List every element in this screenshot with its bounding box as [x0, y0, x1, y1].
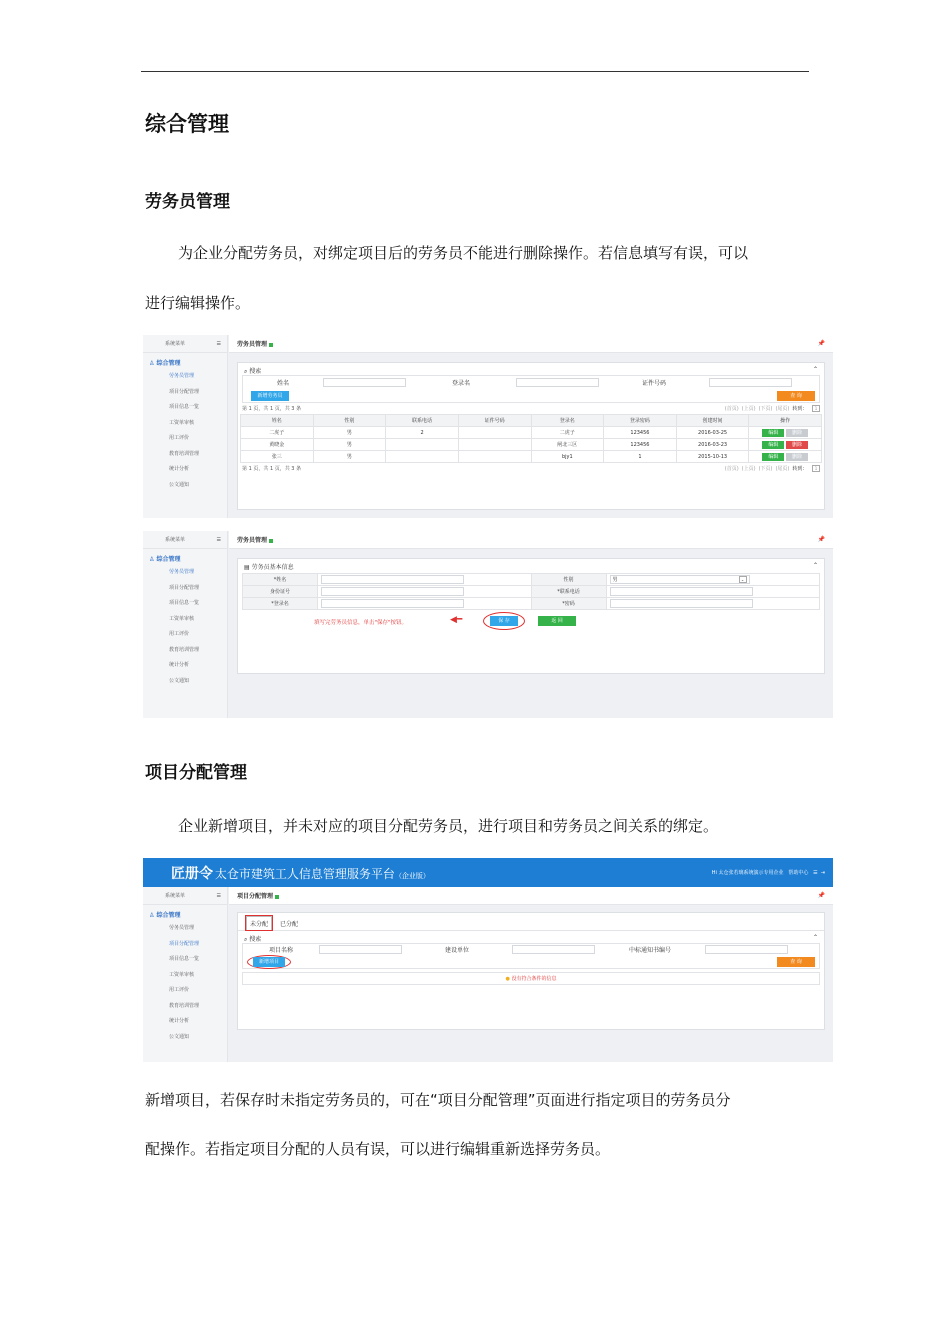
query-button[interactable]: 查 询	[777, 391, 815, 401]
back-button[interactable]: 返 回	[538, 616, 576, 626]
sidebar-item-training[interactable]: 教育培训管理	[169, 1002, 200, 1009]
logout-icon[interactable]: ⇥	[820, 870, 825, 876]
chapter-heading: 综合管理	[145, 112, 229, 136]
page-select-bottom[interactable]: 1	[812, 465, 820, 472]
sidebar-item-stats[interactable]: 统计分析	[169, 466, 190, 472]
page-title: 项目分配管理	[237, 891, 279, 900]
sex-select[interactable]: 男 ⌄	[610, 575, 750, 584]
sidebar-item-labor[interactable]: 劳务员管理	[169, 373, 195, 379]
search-label: ⌕ 搜索	[244, 936, 262, 943]
next-page-link[interactable]: (下页)	[758, 406, 773, 412]
sidebar-item-notices[interactable]: 公文通知	[169, 481, 190, 488]
sidebar-group[interactable]: ♙ 综合管理	[149, 912, 181, 919]
sidebar-item-labor[interactable]: 劳务员管理	[169, 925, 195, 931]
section2-para2-line1: 新增项目，若保存时未指定劳务员的，可在“项目分配管理”页面进行指定项目的劳务员分	[145, 1091, 731, 1109]
screenshot-project-assign	[143, 858, 833, 1062]
sidebar-item-project-info[interactable]: 项目信息一览	[169, 600, 200, 606]
section2-para: 企业新增项目，并未对应的项目分配劳务员，进行项目和劳务员之间关系的绑定。	[178, 817, 719, 835]
section1-para-line1: 为企业分配劳务员，对绑定项目后的劳务员不能进行删除操作。若信息填写有误，可以	[178, 244, 749, 262]
label-project: 项目名称	[268, 947, 293, 954]
sidebar-item-training[interactable]: 教育培训管理	[169, 450, 200, 457]
label-notice: 中标通知书编号	[628, 947, 671, 954]
screenshot-labor-form	[143, 531, 833, 718]
idno-input[interactable]	[709, 378, 792, 387]
edit-button[interactable]: 编辑	[762, 441, 784, 449]
sidebar-item-notices[interactable]: 公文通知	[169, 677, 190, 684]
label-builder: 建设单位	[444, 947, 469, 954]
phone-input[interactable]	[610, 587, 753, 596]
page-info-bottom: 第 1 页，共 1 页，共 3 条	[242, 466, 302, 472]
sidebar	[143, 335, 228, 518]
page-title: 劳务员管理	[237, 339, 273, 348]
header-rule	[141, 71, 809, 72]
notice-input[interactable]	[705, 945, 788, 954]
table-row: 黄晓金 男 闸北三区 123456 2016-03-23 编辑 删除	[241, 439, 822, 451]
prev-page-link[interactable]: (上页)	[741, 406, 756, 412]
menu-toggle-icon[interactable]: ☰	[216, 892, 221, 899]
label-idno: 证件号码	[641, 380, 666, 387]
section1-para-line2: 进行编辑操作。	[145, 294, 251, 312]
sidebar-item-labor[interactable]: 劳务员管理	[169, 569, 195, 575]
label-name: *姓名	[243, 574, 318, 586]
label-name: 姓名	[276, 380, 289, 387]
password-input[interactable]	[610, 599, 753, 608]
form-title: ▤ 劳务员基本信息	[244, 564, 294, 571]
section-title-labor: 劳务员管理	[145, 192, 230, 212]
screenshot-labor-list: 系统菜单 ☰ ♙ 综合管理 劳务员管理 项目分配管理 项目信息一览 工资单审核 用工评价 教育培训管理 统计分析 公文通知 劳务员管理 📌 ⌕ 搜索 ⌃ 姓名 登录名 证件号码 新增劳务员 查 询 第 1 页，共 1 页，共 3 条 (首页) (上页) (下页) (尾页) 转到： 1 姓名 性别 联系电话 证件号码 登录名 登录密码 创建时间 操作 二虎子 男 2 二虎子 123456 2016-03-25 编辑 删除 黄晓金 男 闸北三区 123456 2016-03-23 编辑 删除 张三 男 bjy1 1 2015-10-13 编辑 删除 第 1 页，共 1 页，共 3 条 (首页) (上页) (下页) (尾页) 转到： 1	[143, 335, 833, 518]
user-icon: ♙	[149, 912, 157, 919]
page-title: 劳务员管理	[237, 535, 273, 544]
query-button[interactable]: 查 询	[777, 957, 815, 967]
sidebar-item-evaluation[interactable]: 用工评价	[169, 435, 190, 441]
collapse-icon[interactable]: ⌃	[812, 366, 818, 373]
sidebar: 系统菜单 ☰ ♙ 综合管理 劳务员管理 项目分配管理 项目信息一览 工资单审核 用工评价 教育培训管理 统计分析 公文通知	[143, 887, 228, 1062]
page-select[interactable]: 1	[812, 405, 820, 412]
clipboard-icon: ▤	[244, 564, 252, 571]
label-sex: 性别	[531, 574, 606, 586]
sidebar-item-notices[interactable]: 公文通知	[169, 1033, 190, 1040]
last-page-link[interactable]: (尾页)	[775, 406, 790, 412]
sidebar-item-payroll[interactable]: 工资单审核	[169, 971, 195, 978]
idcard-input[interactable]	[321, 587, 464, 596]
menu-toggle-icon[interactable]: ☰	[216, 340, 221, 347]
delete-button[interactable]: 删除	[786, 453, 808, 461]
arrow-icon: ◀━	[450, 615, 463, 625]
labor-table: 姓名 性别 联系电话 证件号码 登录名 登录密码 创建时间 操作 二虎子 男 2 二虎子 123456 2016-03-25 编辑 删除 黄晓金 男 闸北三区 123456 2016-03-23 编辑 删除 张三 男 bjy1 1 2015-10-13 编辑 删除	[240, 414, 822, 463]
empty-message: ● 没有符合条件的信息	[242, 972, 820, 985]
builder-input[interactable]	[512, 945, 595, 954]
sidebar-item-payroll[interactable]: 工资单审核	[169, 615, 195, 622]
sidebar-item-evaluation[interactable]: 用工评价	[169, 631, 190, 637]
menu-toggle-icon[interactable]: ☰	[216, 536, 221, 543]
add-labor-button[interactable]: 新增劳务员	[251, 391, 289, 401]
sidebar-item-payroll[interactable]: 工资单审核	[169, 419, 195, 426]
labor-form	[242, 573, 820, 610]
tab-unassigned[interactable]: 未分配	[246, 916, 272, 930]
edit-button[interactable]: 编辑	[762, 453, 784, 461]
label-login: 登录名	[451, 380, 470, 387]
annotation-text: 填写完劳务员信息，单击"保存"按钮。	[314, 620, 408, 626]
project-input[interactable]	[319, 945, 402, 954]
pin-icon[interactable]: 📌	[817, 340, 825, 347]
sidebar-item-project-info[interactable]: 项目信息一览	[169, 404, 200, 410]
app-logo: 匠册令	[171, 865, 213, 882]
table-row: 张三 男 bjy1 1 2015-10-13 编辑 删除	[241, 451, 822, 463]
section-title-project: 项目分配管理	[145, 763, 247, 783]
edit-button[interactable]: 编辑	[762, 429, 784, 437]
search-icon: ⌕	[244, 936, 250, 943]
refresh-icon[interactable]	[275, 895, 279, 899]
warning-icon: ●	[505, 975, 510, 982]
sidebar-item-stats[interactable]: 统计分析	[169, 1018, 190, 1024]
name-input[interactable]	[323, 378, 406, 387]
menu-icon[interactable]: ☰	[813, 870, 818, 876]
sidebar-item-stats[interactable]: 统计分析	[169, 662, 190, 668]
label-login: *登录名	[243, 598, 318, 610]
app-title: 太仓市建筑工人信息管理服务平台	[214, 866, 395, 881]
sidebar-group[interactable]: ♙ 综合管理	[149, 556, 181, 563]
search-label: ⌕ 搜索	[244, 368, 262, 375]
sidebar-item-training[interactable]: 教育培训管理	[169, 646, 200, 653]
sidebar-item-project-assign[interactable]: 项目分配管理	[169, 388, 200, 395]
chevron-down-icon: ⌄	[739, 576, 747, 583]
add-project-button[interactable]: 新增项目	[253, 957, 285, 967]
user-icon: ♙	[149, 556, 157, 563]
table-row: 二虎子 男 2 二虎子 123456 2016-03-25 编辑 删除	[241, 427, 822, 439]
login-input[interactable]	[321, 599, 464, 608]
collapse-icon[interactable]: ⌃	[812, 562, 818, 569]
collapse-icon[interactable]: ⌃	[812, 934, 818, 941]
label-password: *密码	[531, 598, 606, 610]
tab-assigned[interactable]: 已分配	[280, 921, 299, 928]
pin-icon[interactable]: 📌	[817, 536, 825, 543]
delete-button[interactable]: 删除	[786, 441, 808, 449]
header-user: Hi 太仓张若璃系统演示专用企业	[711, 870, 784, 876]
page-info: 第 1 页，共 1 页，共 3 条	[242, 406, 302, 412]
refresh-icon[interactable]	[269, 539, 273, 543]
name-input[interactable]	[321, 575, 464, 584]
sidebar-item-project-assign[interactable]: 项目分配管理	[169, 940, 200, 947]
sidebar-title: 系统菜单	[165, 341, 186, 347]
first-page-link[interactable]: (首页)	[724, 406, 739, 412]
app-header: 匠册令 太仓市建筑工人信息管理服务平台（企业版） Hi 太仓张若璃系统演示专用企业 帮助中心 ☰ ⇥	[143, 858, 833, 887]
save-button[interactable]: 保 存	[490, 616, 518, 626]
sidebar-group[interactable]: ♙ 综合管理	[149, 360, 181, 367]
sidebar-item-evaluation[interactable]: 用工评价	[169, 987, 190, 993]
user-icon: ♙	[149, 360, 157, 367]
login-input[interactable]	[516, 378, 599, 387]
sidebar: 系统菜单 ☰ ♙ 综合管理 劳务员管理 项目分配管理 项目信息一览 工资单审核 用工评价 教育培训管理 统计分析 公文通知	[143, 531, 228, 718]
refresh-icon[interactable]	[269, 343, 273, 347]
sidebar-item-project-assign[interactable]: 项目分配管理	[169, 584, 200, 591]
label-idcard: 身份证号	[243, 586, 318, 598]
section2-para2-line2: 配操作。若指定项目分配的人员有误，可以进行编辑重新选择劳务员。	[145, 1140, 611, 1158]
search-icon: ⌕	[244, 368, 250, 375]
pin-icon[interactable]: 📌	[817, 892, 825, 899]
delete-button[interactable]: 删除	[786, 429, 808, 437]
sidebar-item-project-info[interactable]: 项目信息一览	[169, 956, 200, 962]
label-phone: *联系电话	[531, 586, 606, 598]
help-link[interactable]: 帮助中心	[788, 870, 809, 876]
